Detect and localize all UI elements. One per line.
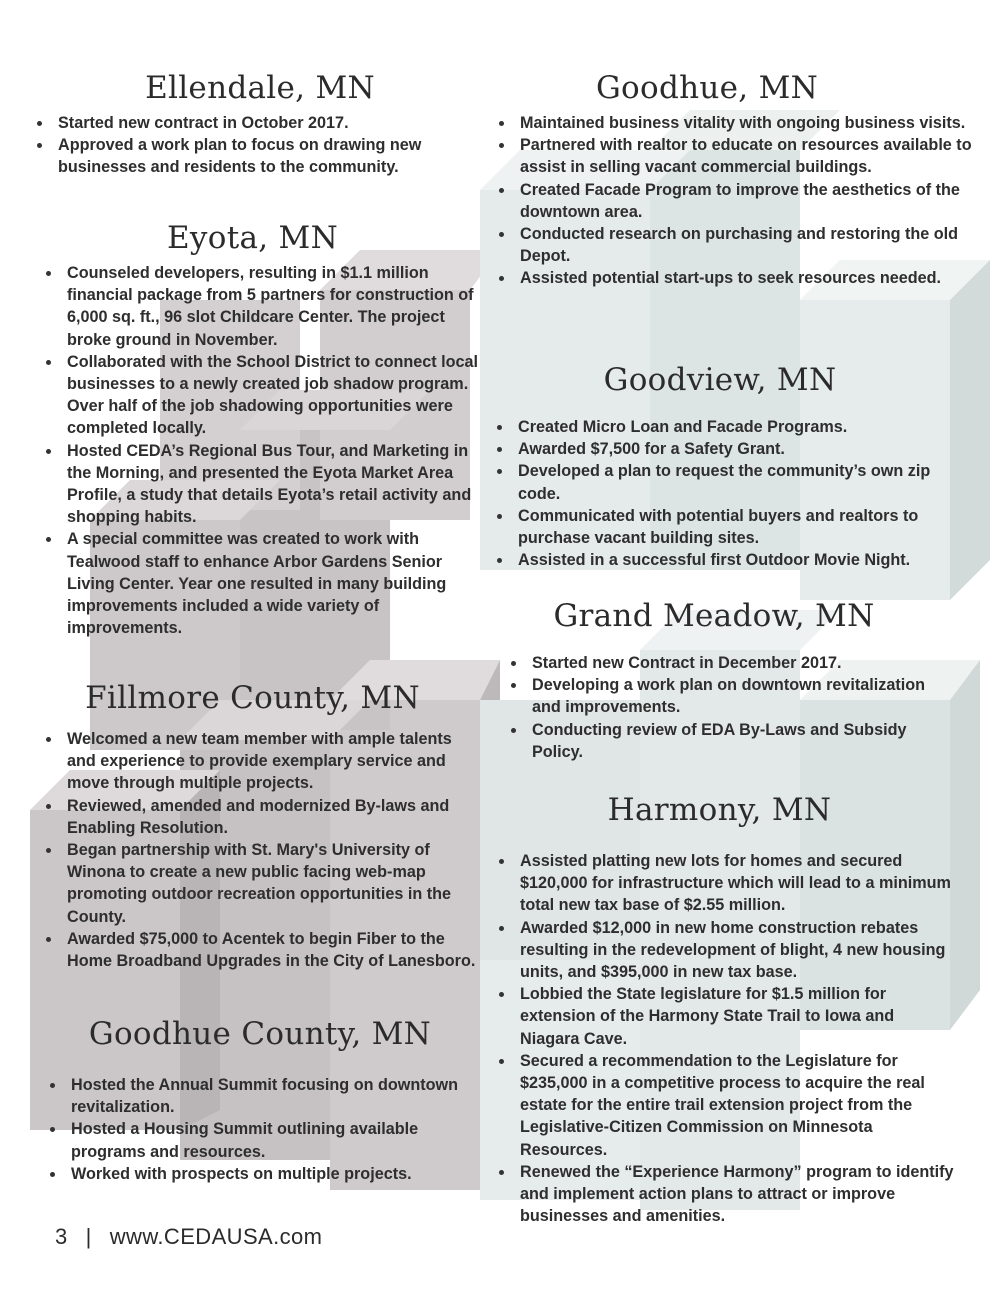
section-goodhue: [482, 68, 972, 290]
list-item: Created Facade Program to improve the aesthetics of the downtown area.: [520, 179, 972, 223]
list-item: Counseled developers, resulting in $1.1 million financial package from 5 partners for construction of 6,000 sq. ft., 96 slot Childcare Center. The project broke ground in November.: [67, 262, 480, 351]
page-footer: [55, 1224, 322, 1250]
list-item: Started new Contract in December 2017.: [532, 652, 934, 674]
page-number: 3: [55, 1224, 68, 1249]
section-goodview: [480, 360, 960, 571]
list-item: Communicated with potential buyers and realtors to purchase vacant building sites.: [518, 505, 960, 549]
section-title: Grand Meadow, MN: [553, 598, 875, 634]
list-item: Awarded $7,500 for a Safety Grant.: [518, 438, 960, 460]
list-item: Created Micro Loan and Facade Programs.: [518, 416, 960, 438]
list-item: Started new contract in October 2017.: [58, 112, 500, 134]
list-item: Welcomed a new team member with ample talents and experience to provide exemplary service and move through multiple projects.: [67, 728, 480, 795]
list-item: Conducting review of EDA By-Laws and Subsidy Policy.: [532, 719, 934, 763]
list-item: Hosted a Housing Summit outlining available programs and resources.: [71, 1118, 490, 1162]
section-goodhue-county: [30, 1014, 490, 1185]
list-item: Assisted platting new lots for homes and secured $120,000 for infrastructure which will lead to a minimum total new tax base of $2.55 million.: [520, 850, 957, 917]
bullet-list: [480, 416, 960, 571]
section-ellendale: [20, 68, 500, 179]
bullet-list: [25, 728, 480, 972]
bullet-list: [30, 1074, 490, 1185]
list-item: Maintained business vitality with ongoing business visits.: [520, 112, 972, 134]
section-title: Ellendale, MN: [145, 70, 375, 106]
list-item: Collaborated with the School District to connect local businesses to a newly created job shadow program. Over half of the job shadowing opportunities were completed locally.: [67, 351, 480, 440]
footer-separator: |: [85, 1224, 92, 1249]
bullet-list: [482, 850, 957, 1227]
list-item: Worked with prospects on multiple projects.: [71, 1163, 490, 1185]
bullet-list: [482, 112, 972, 290]
list-item: Secured a recommendation to the Legislature for $235,000 in a competitive process to acquire the real estate for the entire trail extension project from the Legislative-Citizen Commission on Minnesota Resources.: [520, 1050, 957, 1161]
section-grand-meadow: [494, 596, 934, 763]
section-title: Goodview, MN: [603, 362, 837, 398]
section-harmony: [482, 790, 957, 1227]
section-title: Harmony, MN: [607, 792, 832, 828]
section-title: Goodhue County, MN: [88, 1016, 432, 1052]
list-item: Renewed the “Experience Harmony” program to identify and implement action plans to attract or improve businesses and amenities.: [520, 1161, 957, 1228]
list-item: Assisted potential start-ups to seek resources needed.: [520, 267, 972, 289]
bullet-list: [25, 262, 480, 639]
list-item: Hosted CEDA’s Regional Bus Tour, and Marketing in the Morning, and presented the Eyota Market Area Profile, a study that details Eyota’s retail activity and shopping habits.: [67, 440, 480, 529]
section-eyota: [25, 218, 480, 639]
section-title: Goodhue, MN: [595, 70, 819, 106]
list-item: Reviewed, amended and modernized By-laws and Enabling Resolution.: [67, 795, 480, 839]
list-item: Partnered with realtor to educate on resources available to assist in selling vacant commercial buildings.: [520, 134, 972, 178]
website-link[interactable]: www.CEDAUSA.com: [109, 1224, 323, 1249]
section-title: Fillmore County, MN: [85, 680, 420, 716]
list-item: Hosted the Annual Summit focusing on downtown revitalization.: [71, 1074, 490, 1118]
list-item: Developed a plan to request the community’s own zip code.: [518, 460, 960, 504]
bullet-list: [20, 112, 500, 179]
list-item: Began partnership with St. Mary's University of Winona to create a new public facing web-map promoting outdoor recreation opportunities in the County.: [67, 839, 480, 928]
list-item: Approved a work plan to focus on drawing new businesses and residents to the community.: [58, 134, 500, 178]
list-item: A special committee was created to work with Tealwood staff to enhance Arbor Gardens Senior Living Center. Year one resulted in many building improvements included a wide variety of improvements.: [67, 528, 480, 639]
list-item: Lobbied the State legislature for $1.5 million for extension of the Harmony State Trail to Iowa and Niagara Cave.: [520, 983, 957, 1050]
list-item: Assisted in a successful first Outdoor Movie Night.: [518, 549, 960, 571]
section-fillmore-county: [25, 678, 480, 972]
bullet-list: [494, 652, 934, 763]
list-item: Conducted research on purchasing and restoring the old Depot.: [520, 223, 972, 267]
list-item: Developing a work plan on downtown revitalization and improvements.: [532, 674, 934, 718]
section-title: Eyota, MN: [166, 220, 339, 256]
list-item: Awarded $75,000 to Acentek to begin Fiber to the Home Broadband Upgrades in the City of Lanesboro.: [67, 928, 480, 972]
list-item: Awarded $12,000 in new home construction rebates resulting in the redevelopment of blight, 4 new housing units, and $395,000 in new tax base.: [520, 917, 957, 984]
